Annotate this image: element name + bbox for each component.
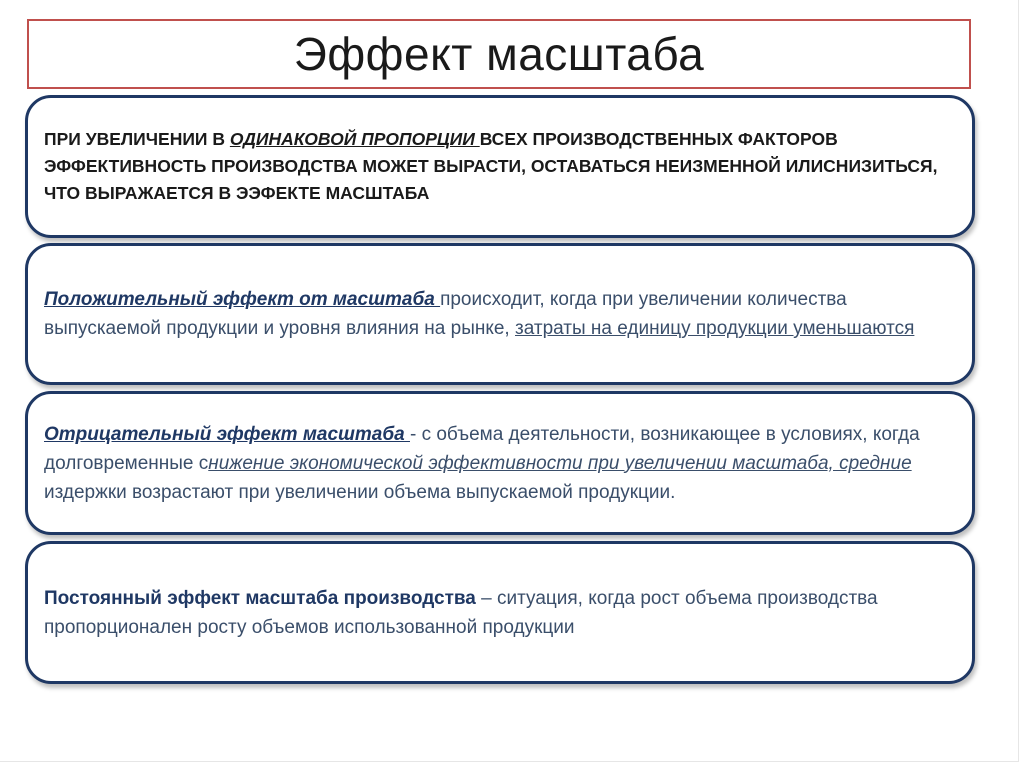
negative-effect-tail: издержки возрастают при увеличении объема выпускаемой продукции.	[44, 481, 676, 503]
positive-effect-term: Положительный эффект от масштаба	[44, 289, 441, 310]
negative-effect-text	[44, 420, 956, 507]
constant-effect-body: – ситуация, когда рост объема производства пропорционален росту объемов использованной продукции	[44, 587, 878, 638]
card-positive-effect	[25, 243, 975, 385]
page-title: Эффект масштаба	[293, 28, 705, 80]
definition-text	[44, 126, 956, 207]
card-definition	[25, 95, 975, 238]
card-negative-effect	[25, 391, 975, 535]
positive-effect-underlined: затраты на единицу продукции уменьшаются	[515, 318, 915, 339]
constant-effect-term: Постоянный эффект масштаба производства	[44, 587, 476, 609]
title-box	[27, 19, 971, 89]
definition-part-2: ВСЕХ ПРОИЗВОДСТВЕННЫХ ФАКТОРОВ ЭФФЕКТИВНОСТЬ ПРОИЗВОДСТВА МОЖЕТ ВЫРАСТИ, ОСТАВАТЬСЯ НЕИЗМЕННОЙ ИЛИСНИЗИТЬСЯ, ЧТО ВЫРАЖАЕТСЯ В ЭЭФЕКТЕ МАСШТАБА	[44, 129, 938, 203]
negative-effect-term: Отрицательный эффект масштаба	[44, 423, 410, 445]
definition-emphasis: ОДИНАКОВОЙ ПРОПОРЦИИ	[229, 129, 480, 149]
positive-effect-text	[44, 285, 956, 343]
card-constant-effect	[25, 541, 975, 684]
constant-effect-text	[44, 584, 956, 642]
negative-effect-underlined: нижение экономической эффективности при увеличении масштаба, средние	[208, 452, 912, 474]
negative-effect-body: - с объема деятельности, возникающее в условиях, когда долговременные с	[44, 423, 920, 474]
positive-effect-body: происходит, когда при увеличении количества выпускаемой продукции и уровня влияния на рынке,	[44, 289, 847, 339]
definition-part-1: ПРИ УВЕЛИЧЕНИИ В	[44, 129, 230, 149]
